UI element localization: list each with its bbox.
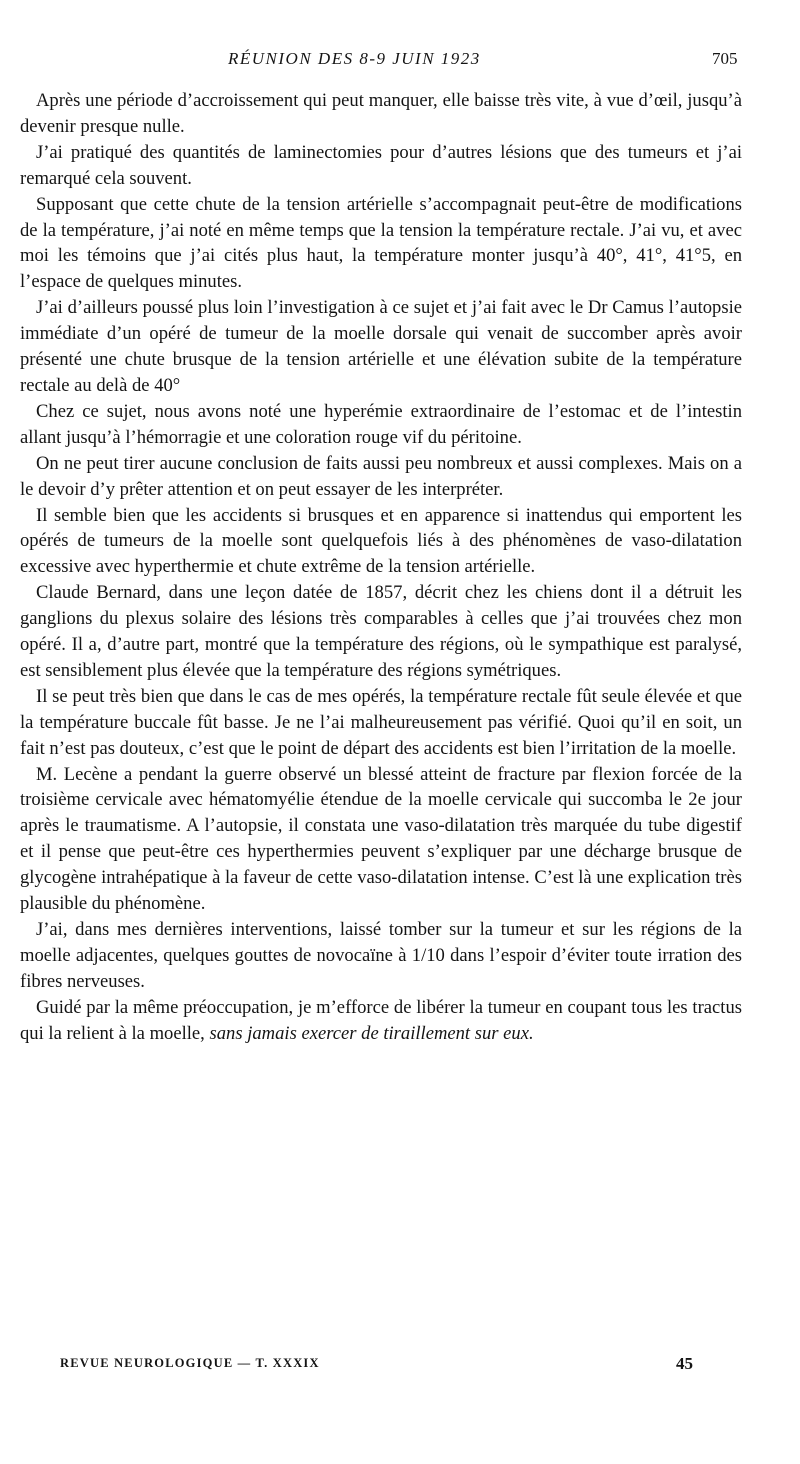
running-head	[0, 47, 800, 73]
body-text	[20, 88, 742, 1047]
paragraph-12	[20, 995, 742, 1047]
paragraph-7: Il semble bien que les accidents si brusques et en apparence si inattendus qui emportent les opérés de tumeurs de la moelle sont quelquefois liés à des phénomènes de vaso-dilatation excessive avec hyperthermie et chute extrême de la tension artérielle.	[20, 504, 742, 578]
journal-name: REVUE NEUROLOGIQUE — T. XXXIX	[60, 1356, 320, 1370]
paragraph-12-text: Guidé par la même préoccupation, je m’efforce de libérer la tumeur en coupant tous les tractus qui la relient à la moelle,	[20, 996, 742, 1044]
running-title: RÉUNION DES 8-9 JUIN 1923	[228, 49, 481, 68]
paragraph-8: Claude Bernard, dans une leçon datée de 1857, décrit chez les chiens dont il a détruit les ganglions du plexus solaire des lésions très comparables à celles que j’ai trouvées chez mon opéré. Il a, d’autre part, montré que la température des régions, où le sympathique est paralysé, est sensiblement plus élevée que la température des régions symétriques.	[20, 582, 742, 681]
paragraph-9: Il se peut très bien que dans le cas de mes opérés, la température rectale fût seule élevée et que la température buccale fût basse. Je ne l’ai malheureusement pas vérifié. Quoi qu’il en soit, un fait n’est pas douteux, c’est que le point de départ des accidents est bien l’irritation de la moelle.	[20, 685, 742, 759]
paragraph-1: Après une période d’accroissement qui peut manquer, elle baisse très vite, à vue d’œil, jusqu’à devenir presque nulle.	[20, 90, 742, 137]
paragraph-6: On ne peut tirer aucune conclusion de faits aussi peu nombreux et aussi complexes. Mais on a le devoir d’y prêter attention et on peut essayer de les interpréter.	[20, 452, 742, 500]
paragraph-5: Chez ce sujet, nous avons noté une hyperémie extraordinaire de l’estomac et de l’intestin allant jusqu’à l’hémorragie et une coloration rouge vif du péritoine.	[20, 400, 742, 448]
paragraph-10: M. Lecène a pendant la guerre observé un blessé atteint de fracture par flexion forcée de la troisième cervicale avec hématomyélie étendue de la moelle cervicale qui succomba le 2e jour après le traumatisme. A l’autopsie, il constata une vaso-dilatation très marquée du tube digestif et il pense que peut-être ces hyperthermies peuvent s’expliquer par une décharge brusque de glycogène intrahépatique à la faveur de cette vaso-dilatation intense. C’est là une explication très plausible du phénomène.	[20, 763, 742, 915]
page-footer	[0, 1356, 800, 1380]
page-number: 705	[712, 49, 738, 68]
paragraph-3: Supposant que cette chute de la tension artérielle s’accompagnait peut-être de modifications de la température, j’ai noté en même temps que la tension la température rectale. J’ai vu, et avec moi les témoins que j’ai cités plus haut, la température monter jusqu’à 40°, 41°, 41°5, en l’espace de quelques minutes.	[20, 193, 742, 293]
paragraph-2: J’ai pratiqué des quantités de laminectomies pour d’autres lésions que des tumeurs et j’ai remarqué cela souvent.	[20, 141, 742, 189]
paragraph-12-italic: sans jamais exercer de tiraillement sur eux.	[209, 1022, 534, 1044]
sheet-number: 45	[676, 1354, 693, 1373]
paragraph-4: J’ai d’ailleurs poussé plus loin l’investigation à ce sujet et j’ai fait avec le Dr Camus l’autopsie immédiate d’un opéré de tumeur de la moelle dorsale qui venait de succomber après avoir présenté une chute brusque de la tension artérielle et une élévation subite de la température rectale au delà de 40°	[20, 297, 742, 396]
paragraph-11: J’ai, dans mes dernières interventions, laissé tomber sur la tumeur et sur les régions de la moelle adjacentes, quelques gouttes de novocaïne à 1/10 dans l’espoir d’éviter toute irration des fibres nerveuses.	[20, 919, 742, 992]
